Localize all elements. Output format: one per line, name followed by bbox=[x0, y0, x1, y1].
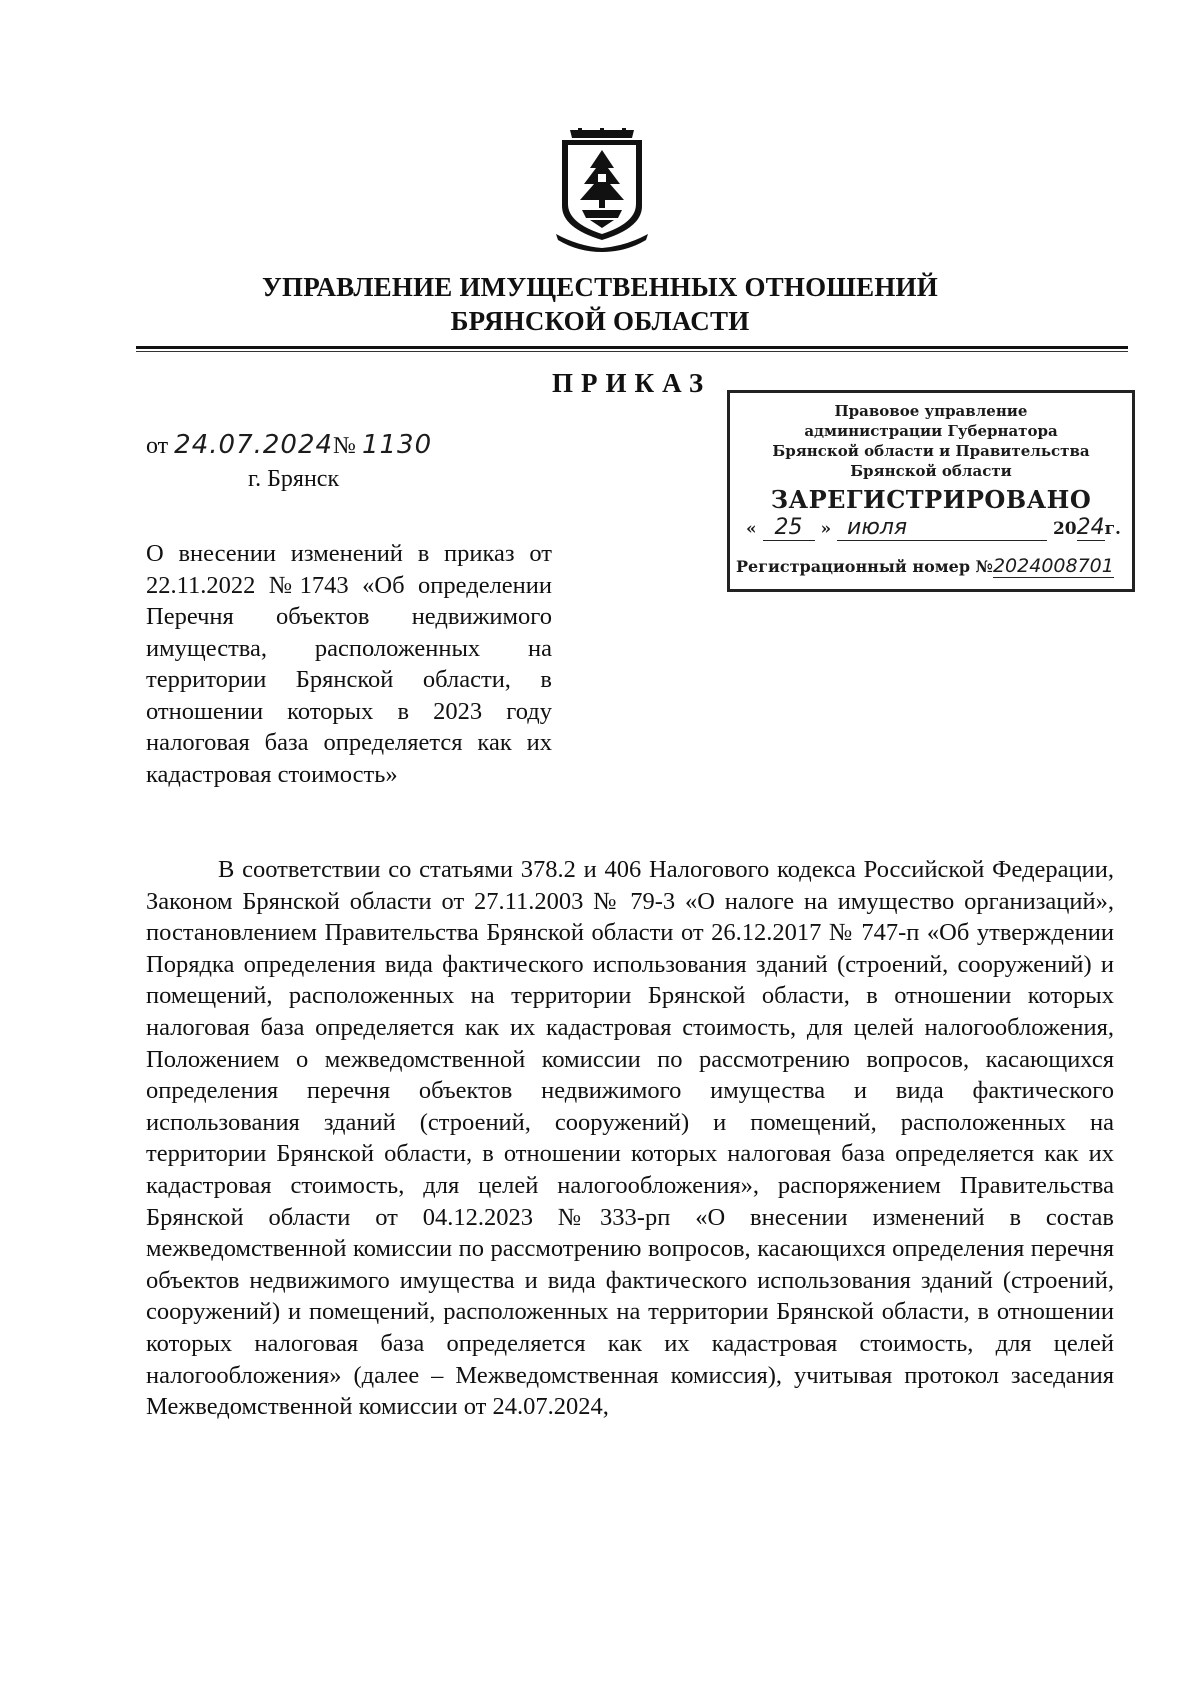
document-type-title: ПРИКАЗ bbox=[552, 368, 712, 398]
stamp-year-suffix: г. bbox=[1104, 519, 1121, 539]
stamp-month-handwritten: июля bbox=[837, 515, 1047, 541]
stamp-year-handwritten: 24 bbox=[1076, 515, 1105, 540]
organization-name bbox=[0, 270, 1200, 338]
stamp-regnum-handwritten: 2024008701 bbox=[992, 555, 1114, 577]
header-divider-thin bbox=[136, 351, 1128, 352]
stamp-line-4: Брянской области bbox=[850, 462, 1012, 480]
org-line-2: БРЯНСКОЙ ОБЛАСТИ bbox=[450, 306, 750, 336]
stamp-line-2: администрации Губернатора bbox=[804, 422, 1058, 440]
stamp-line-1: Правовое управление bbox=[834, 402, 1028, 420]
registration-stamp bbox=[727, 390, 1135, 592]
header-divider-thick bbox=[136, 346, 1128, 349]
bryansk-coat-of-arms-icon bbox=[548, 128, 656, 252]
stamp-quote-open: « bbox=[746, 519, 757, 539]
order-preamble-paragraph: В соответствии со статьями 378.2 и 406 Налогового кодекса Российской Федерации, Законом Брянской области от 27.11.2003 № 79-3 «О налоге на имущество организаций», постановлением Правительства Брянской области от 26.12.2017 № 747-п «Об утверждении Порядка определения вида фактического использования зданий (строений, сооружений) и помещений, расположенных на территории Брянской области, в отношении которых налоговая база определяется как их кадастровая стоимость, для целей налогообложения, Положением о межведомственной комиссии по рассмотрению вопросов, касающихся определения перечня объектов недвижимого имущества и вида фактического использования зданий (строений, сооружений) и помещений, расположенных на территории Брянской области, в отношении которых налоговая база определяется как их кадастровая стоимость, для целей налогообложения», распоряжением Правительства Брянской области от 04.12.2023 №333-рп «О внесении изменений в состав межведомственной комиссии по рассмотрению вопросов, касающихся определения перечня объектов недвижимого имущества и вида фактического использования зданий (строений, сооружений) и помещений, расположенных на территории Брянской области, в отношении которых налоговая база определяется как их кадастровая стоимость, для целей налогообложения» (далее – Межведомственная комиссия), учитывая протокол заседания Межведомственной комиссии от 24.07.2024, bbox=[146, 856, 1114, 1421]
order-number-sign: № bbox=[333, 433, 356, 459]
stamp-year-prefix: 20 bbox=[1052, 519, 1077, 539]
stamp-day-handwritten: 25 bbox=[763, 515, 815, 541]
stamp-date-row bbox=[746, 515, 1122, 545]
order-city: г. Брянск bbox=[248, 466, 340, 492]
stamp-line-3: Брянской области и Правительства bbox=[772, 442, 1090, 460]
stamp-regnum-label: Регистрационный номер № bbox=[736, 557, 993, 576]
order-date-number bbox=[146, 430, 432, 460]
org-line-1: УПРАВЛЕНИЕ ИМУЩЕСТВЕННЫХ ОТНОШЕНИЙ bbox=[262, 272, 938, 302]
stamp-quote-close: » bbox=[820, 519, 832, 539]
order-subject: О внесении изменений в приказ от 22.11.2022 №1743 «Об определении Перечня объектов недвижимого имущества, расположенных на территории Брянской области, в отношении которых в 2023 году налоговая база определяется как их кадастровая стоимость» bbox=[146, 540, 552, 788]
stamp-regnum-row bbox=[736, 555, 1126, 585]
stamp-registered-label: ЗАРЕГИСТРИРОВАНО bbox=[770, 485, 1092, 514]
order-number-handwritten: 1130 bbox=[361, 430, 433, 460]
order-date-handwritten: 24.07.2024 bbox=[174, 430, 334, 460]
order-from-prefix: от bbox=[146, 433, 169, 459]
